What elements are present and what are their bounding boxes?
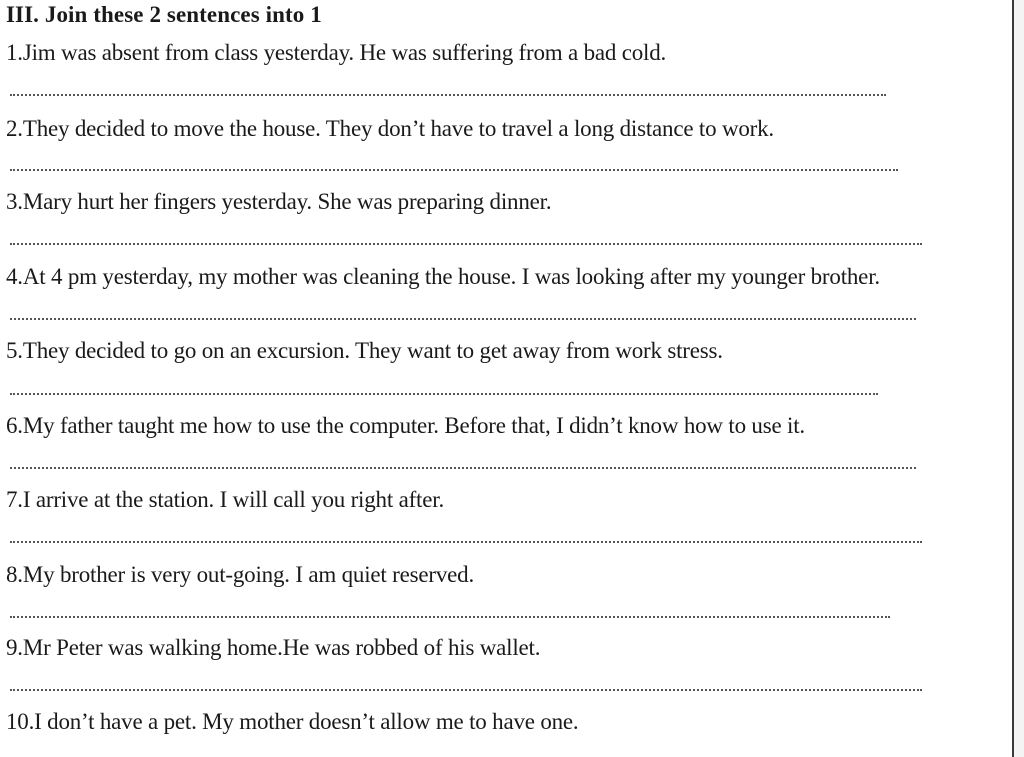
question-7: 7.I arrive at the station. I will call you right after. [6, 487, 444, 512]
question-8: 8.My brother is very out-going. I am quiet reserved. [6, 562, 475, 587]
question-6: 6.My father taught me how to use the computer. Before that, I didn’t know how to use it. [6, 413, 805, 438]
answer-line-4[interactable] [10, 318, 916, 320]
question-4: 4.At 4 pm yesterday, my mother was cleaning the house. I was looking after my younger brother. [6, 264, 880, 289]
answer-line-2[interactable] [10, 169, 898, 171]
answer-line-6[interactable] [10, 467, 916, 469]
question-5: 5.They decided to go on an excursion. They want to get away from work stress. [6, 338, 723, 363]
section-heading: III. Join these 2 sentences into 1 [6, 2, 322, 27]
question-1: 1.Jim was absent from class yesterday. He was suffering from a bad cold. [6, 40, 667, 65]
question-2: 2.They decided to move the house. They don’t have to travel a long distance to work. [6, 116, 774, 141]
page-edge-border [1012, 0, 1024, 757]
answer-line-8[interactable] [10, 616, 890, 618]
answer-line-5[interactable] [10, 393, 878, 395]
question-3: 3.Mary hurt her fingers yesterday. She was preparing dinner. [6, 189, 552, 214]
answer-line-3[interactable] [10, 243, 922, 245]
answer-line-7[interactable] [10, 541, 922, 543]
question-9: 9.Mr Peter was walking home.He was robbed of his wallet. [6, 635, 541, 660]
answer-line-9[interactable] [10, 689, 922, 691]
question-10: 10.I don’t have a pet. My mother doesn’t allow me to have one. [6, 709, 579, 734]
answer-line-1[interactable] [10, 94, 886, 96]
